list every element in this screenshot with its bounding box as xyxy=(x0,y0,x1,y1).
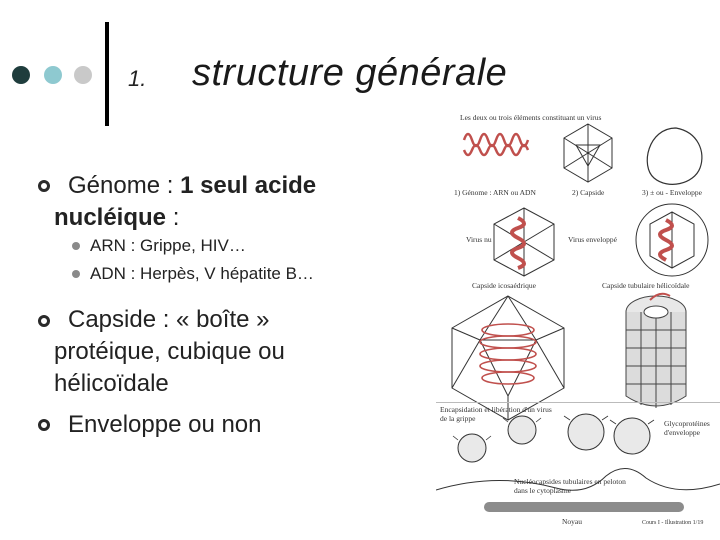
bullet-genome-line2-bold: nucléique xyxy=(54,204,167,231)
bullet-marker xyxy=(38,180,50,192)
bullet-genome-line2: : xyxy=(166,204,180,231)
fig-label-icosa: Capside icosaédrique xyxy=(472,281,536,290)
fig-label-env: 3) ± ou - Enveloppe xyxy=(642,188,702,197)
bullet-genome-bold: 1 seul acide xyxy=(180,172,317,199)
bullet-capside-line2: protéique, cubique ou xyxy=(54,338,285,365)
fig-label-tubular: Capside tubulaire hélicoïdale xyxy=(602,281,690,290)
bullet-enveloppe xyxy=(68,409,262,441)
decor-dot-teal xyxy=(44,66,62,84)
section-number: 1. xyxy=(128,66,147,91)
fig-label-credit: Cours I - Illustration 1/19 xyxy=(642,520,704,526)
decor-dot-grey xyxy=(74,66,92,84)
fig-label-glyco-2: d'enveloppe xyxy=(664,428,700,437)
slide-title: structure générale xyxy=(192,52,508,94)
bullet-genome xyxy=(54,170,374,234)
fig-label-virus-env: Virus enveloppé xyxy=(568,235,617,244)
decor-dot-dark xyxy=(12,66,30,84)
fig-label-noyau: Noyau xyxy=(562,517,582,526)
fig-label-virus-nu: Virus nu xyxy=(466,235,492,244)
enveloped-virus-icon xyxy=(636,204,708,276)
envelope-circle-icon xyxy=(647,128,702,184)
subbullet-arn: ARN : Grippe, HIV… xyxy=(90,236,246,255)
fig-label-glyco-1: Glycoprotéines xyxy=(664,419,710,428)
bullet-genome-text: Génome : xyxy=(68,172,181,199)
subbullet-marker xyxy=(72,242,80,250)
fig-top-title: Les deux ou trois éléments constituant un virus xyxy=(460,113,602,122)
fig-label-nucleo-1: Nucléocapsides tubulaires en peloton xyxy=(514,477,626,486)
virus-structure-figure xyxy=(436,100,720,530)
helix-genome-icon xyxy=(480,324,536,384)
bullet-enveloppe-line1: Enveloppe ou non xyxy=(68,411,262,438)
title-divider xyxy=(105,22,109,126)
genome-coil-icon xyxy=(464,134,528,155)
bullet-marker xyxy=(38,315,50,327)
capside-hexagon-icon xyxy=(564,124,612,182)
subbullet-adn: ADN : Herpès, V hépatite B… xyxy=(90,264,314,283)
icosahedral-capsid-icon xyxy=(452,296,564,420)
nucleus-bar xyxy=(484,502,684,512)
bullet-capside-line3: hélicoïdale xyxy=(54,370,169,397)
bullet-marker xyxy=(38,419,50,431)
bullet-capside-line1: Capside : « boîte » xyxy=(68,306,270,333)
fig-label-capside: 2) Capside xyxy=(572,188,605,197)
tubular-capsid-icon xyxy=(626,296,686,408)
bullet-capside xyxy=(54,304,384,400)
subbullet-marker xyxy=(72,270,80,278)
fig-label-flu-1: Encapsidation et libération d'un virus xyxy=(440,405,552,414)
fig-label-genome: 1) Génome : ARN ou ADN xyxy=(454,188,536,197)
fig-label-nucleo-2: dans le cytoplasme xyxy=(514,486,572,495)
fig-label-flu-2: de la grippe xyxy=(440,414,476,423)
